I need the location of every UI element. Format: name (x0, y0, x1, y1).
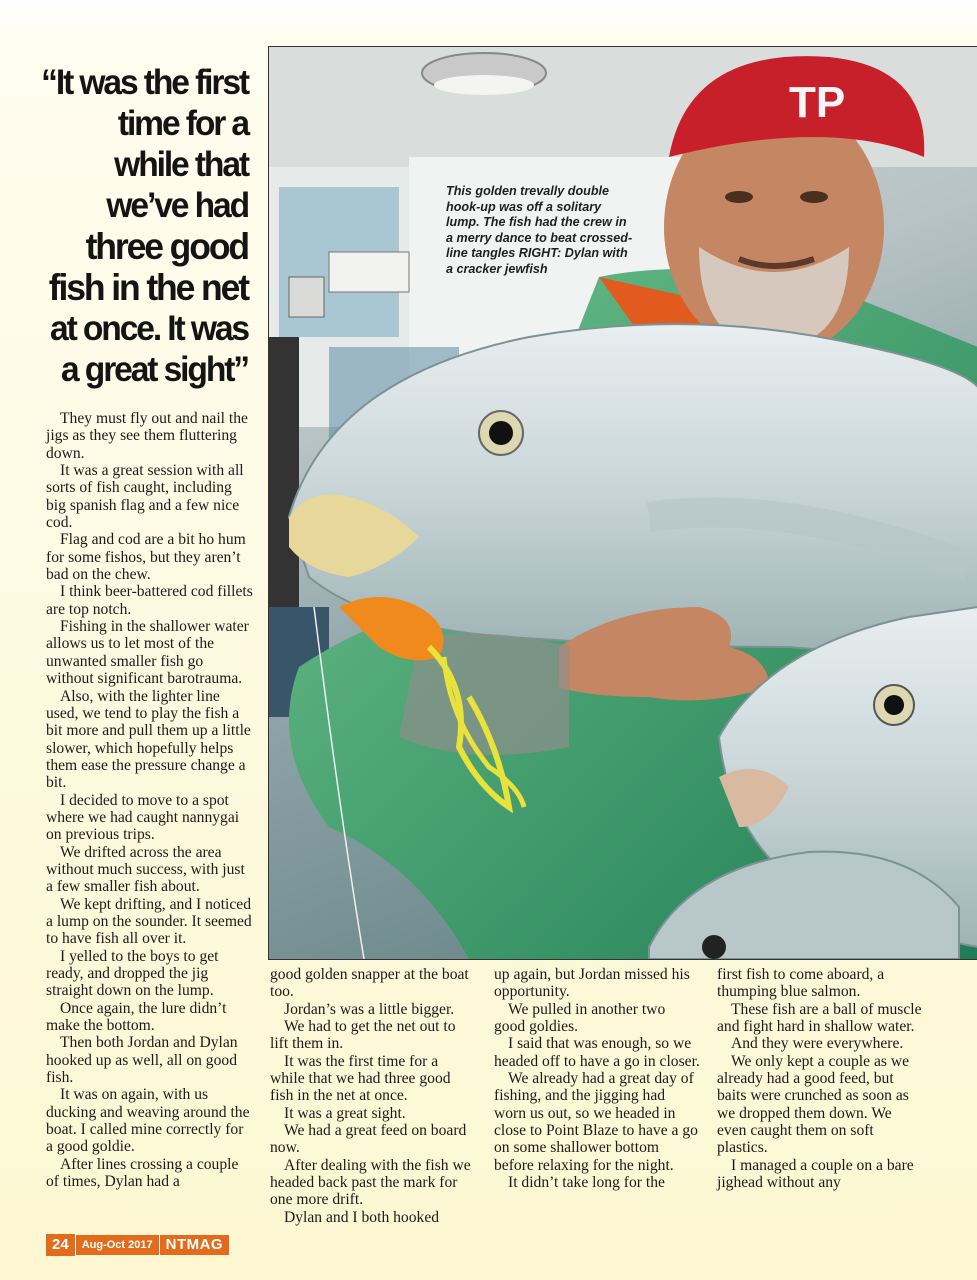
body-paragraph: It was the first time for a while that we had three good fish in the net at once. (270, 1052, 451, 1105)
pull-quote-line: a great sight” (60, 350, 248, 389)
body-paragraph: After dealing with the fish we headed back past the mark for one more drift. (270, 1156, 471, 1209)
body-paragraph: It was on again, with us ducking and weaving around the boat. I called mine correctly for a good goldie. (46, 1086, 250, 1156)
pull-quote-line: at once. It was (50, 309, 249, 348)
body-paragraph: Dylan and I both hooked (284, 1208, 440, 1226)
pull-quote-line: we’ve had (106, 186, 248, 225)
issue-date: Aug-Oct 2017 (75, 1235, 159, 1255)
body-paragraph: up again, but Jordan missed his opportunity. (494, 966, 690, 1001)
body-paragraph: We only kept a couple as we already had a good feed, but baits were crunched as soon as we dropped them down. We even caught them on soft plastics. (717, 1052, 910, 1157)
page-number: 24 (46, 1234, 75, 1256)
magazine-name: NTMAG (159, 1235, 230, 1255)
body-paragraph: We already had a great day of fishing, and the jigging had worn us out, so we headed in close to Point Blaze to have a go on some shallower bottom before relaxing for the night. (494, 1070, 698, 1174)
photo-caption: This golden trevally double hook-up was off a solitary lump. The fish had the crew in a merry dance to beat crossed-line tangles RIGHT: Dylan with a cracker jewfish (446, 184, 633, 276)
text-column-4 (717, 966, 923, 1191)
body-paragraph: And they were everywhere. (731, 1035, 904, 1053)
body-paragraph: I yelled to the boys to get ready, and dropped the jig straight down on the lump. (46, 947, 219, 1000)
body-paragraph: first fish to come aboard, a thumping blue salmon. (717, 966, 885, 1001)
body-paragraph: It was a great sight. (284, 1104, 406, 1122)
body-paragraph: We had to get the net out to lift them in. (270, 1018, 456, 1053)
body-paragraph: Then both Jordan and Dylan hooked up as well, all on good fish. (46, 1034, 238, 1087)
body-paragraph: I think beer-battered cod fillets are top notch. (46, 583, 253, 618)
pull-quote-line: “It was the first (41, 63, 248, 102)
text-column-2 (270, 966, 476, 1226)
body-paragraph: These fish are a ball of muscle and fight hard in shallow water. (717, 1000, 922, 1036)
body-paragraph: They must fly out and nail the jigs as they see them fluttering down. (46, 410, 248, 462)
body-paragraph: good golden snapper at the boat too. (270, 966, 469, 1001)
pull-quote-line: three good (85, 226, 249, 267)
pull-quote-line: while that (114, 145, 248, 184)
body-paragraph: Once again, the lure didn’t make the bottom. (46, 999, 227, 1035)
body-paragraph: After lines crossing a couple of times, Dylan had a (46, 1155, 239, 1191)
pull-quote-line: fish in the net (48, 267, 249, 308)
body-paragraph: I said that was enough, so we headed off to have a go in closer. (494, 1035, 700, 1070)
body-paragraph: We drifted across the area without much success, with just a few smaller fish about. (46, 843, 245, 896)
body-paragraph: It didn’t take long for the (508, 1174, 665, 1192)
body-paragraph: We had a great feed on board now. (270, 1122, 467, 1157)
page-footer (46, 1234, 229, 1256)
body-paragraph: We kept drifting, and I noticed a lump on the sounder. It seemed to have fish all over it. (46, 895, 252, 948)
body-paragraph: Jordan’s was a little bigger. (284, 1000, 455, 1018)
cap-logo: TP (789, 78, 846, 127)
body-paragraph: Also, with the lighter line used, we tend to play the fish a bit more and pull them up a little slower, which hopefully helps them ease the pressure change a bit. (46, 687, 251, 792)
body-paragraph: We pulled in another two good goldies. (494, 1000, 666, 1036)
body-paragraph: I decided to move to a spot where we had caught nannygai on previous trips. (46, 791, 240, 844)
text-column-1 (46, 410, 254, 1190)
body-paragraph: I managed a couple on a bare jighead without any (717, 1156, 914, 1192)
pull-quote-line: time for a (117, 104, 249, 143)
body-paragraph: Flag and cod are a bit ho hum for some fishos, but they aren’t bad on the chew. (46, 531, 246, 584)
body-paragraph: It was a great session with all sorts of fish caught, including big spanish flag and a few nice cod. (46, 462, 244, 532)
text-column-3 (494, 966, 700, 1191)
pull-quote (29, 62, 248, 390)
body-paragraph: Fishing in the shallower water allows us to let most of the unwanted smaller fish go without significant barotrauma. (46, 618, 249, 688)
